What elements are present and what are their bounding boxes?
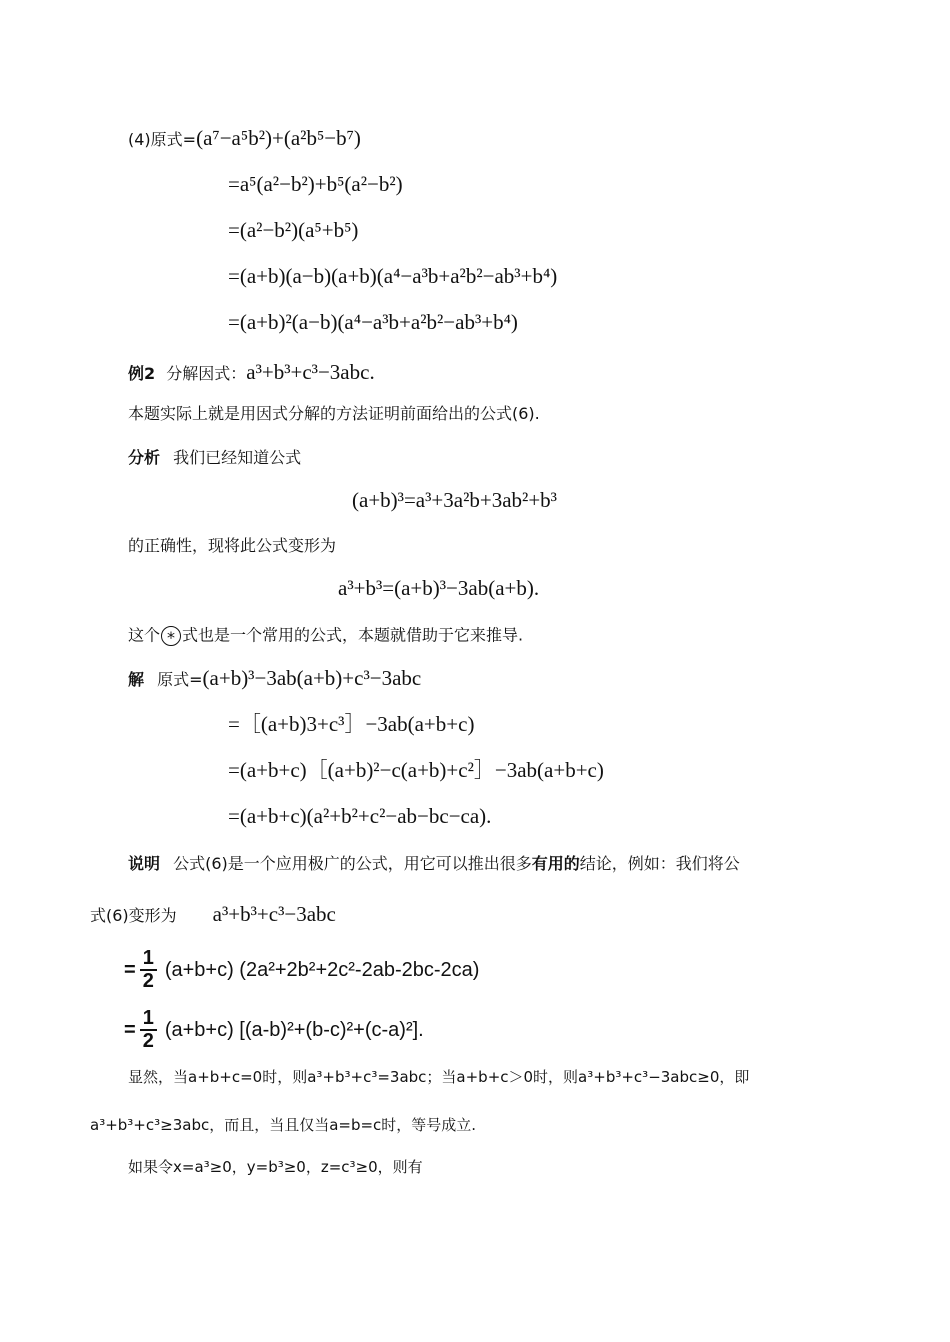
explain-label: 说明 bbox=[128, 854, 161, 873]
note-post: 式也是一个常用的公式，本题就借助于它来推导. bbox=[182, 625, 524, 645]
p4-eq1: (a⁷−a⁵b²)+(a²b⁵−b⁷) bbox=[196, 126, 361, 150]
half-fraction-2 bbox=[140, 1008, 157, 1052]
analysis-note bbox=[128, 626, 523, 646]
fraction-num-1: 1 bbox=[140, 948, 157, 971]
explain-line1 bbox=[128, 856, 740, 872]
solution-eq1: (a+b)³−3ab(a+b)+c³−3abc bbox=[202, 666, 422, 690]
explain-expr: a³+b³+c³−3abc bbox=[212, 902, 336, 926]
identity1-rest: (a+b+c) (2a²+2b²+2c²-2ab-2bc-2ca) bbox=[164, 959, 480, 981]
p4-eq4: =(a+b)(a−b)(a+b)(a⁴−a³b+a²b²−ab³+b⁴) bbox=[228, 264, 558, 288]
analysis-after: 的正确性，现将此公式变形为 bbox=[128, 536, 337, 555]
identity2-rest: (a+b+c) [(a-b)²+(b-c)²+(c-a)²]. bbox=[164, 1019, 424, 1041]
explain-identity2 bbox=[124, 1008, 424, 1052]
example2-line bbox=[128, 362, 375, 383]
analysis-label: 分析 bbox=[128, 448, 161, 467]
analysis-text: 我们已经知道公式 bbox=[173, 448, 302, 467]
explain-text1: 公式(6)是一个应用极广的公式，用它可以推出很多 bbox=[173, 854, 532, 873]
p4-eq5: =(a+b)²(a−b)(a⁴−a³b+a²b²−ab³+b⁴) bbox=[228, 310, 518, 334]
fraction-den-1: 2 bbox=[142, 970, 154, 992]
fraction-den-2: 2 bbox=[142, 1030, 154, 1052]
half-fraction-1 bbox=[140, 948, 157, 992]
explain-text3: 式(6)变形为 bbox=[90, 906, 177, 925]
p4-line1 bbox=[128, 128, 361, 149]
example2-label: 例2 bbox=[128, 364, 156, 383]
intro-line: 本题实际上就是用因式分解的方法证明前面给出的公式(6). bbox=[128, 404, 540, 423]
solution-eq2: =［(a+b)3+c³］−3ab(a+b+c) bbox=[228, 712, 475, 736]
p4-eq3: =(a²−b²)(a⁵+b⁵) bbox=[228, 218, 359, 242]
example2-text: 分解因式： bbox=[166, 364, 247, 383]
p4-label: (4)原式= bbox=[128, 130, 197, 149]
note-pre: 这个 bbox=[128, 625, 161, 645]
explain-line2 bbox=[90, 904, 336, 925]
conclusion-line3: 如果令x=a³≥0，y=b³≥0，z=c³≥0，则有 bbox=[128, 1158, 423, 1176]
p4-eq2: =a⁵(a²−b²)+b⁵(a²−b²) bbox=[228, 172, 403, 196]
analysis-line bbox=[128, 450, 301, 466]
solution-line1 bbox=[128, 668, 421, 689]
solution-label: 解 bbox=[128, 670, 145, 689]
identity1-eq: = bbox=[124, 959, 136, 981]
explain-text2: 结论，例如：我们将公 bbox=[579, 854, 740, 873]
identity2-eq: = bbox=[124, 1019, 136, 1041]
analysis-formula2: a³+b³=(a+b)³−3ab(a+b). bbox=[338, 576, 540, 600]
analysis-formula: (a+b)³=a³+3a²b+3ab²+b³ bbox=[352, 488, 557, 512]
explain-bold: 有用的 bbox=[531, 854, 580, 873]
solution-eq3: =(a+b+c)［(a+b)²−c(a+b)+c²］−3ab(a+b+c) bbox=[228, 758, 604, 782]
explain-identity1 bbox=[124, 948, 479, 992]
asterisk-circle-icon: * bbox=[161, 626, 181, 646]
conclusion-line1: 显然，当a+b+c=0时，则a³+b³+c³=3abc；当a+b+c＞0时，则a³+b³+c³−3abc≥0，即 bbox=[128, 1068, 750, 1086]
conclusion-line2: a³+b³+c³≥3abc，而且，当且仅当a=b=c时，等号成立. bbox=[90, 1116, 477, 1134]
solution-text: 原式= bbox=[157, 670, 203, 689]
example2-expr: a³+b³+c³−3abc. bbox=[246, 360, 375, 384]
fraction-num-2: 1 bbox=[140, 1008, 157, 1031]
solution-eq4: =(a+b+c)(a²+b²+c²−ab−bc−ca). bbox=[228, 804, 492, 828]
